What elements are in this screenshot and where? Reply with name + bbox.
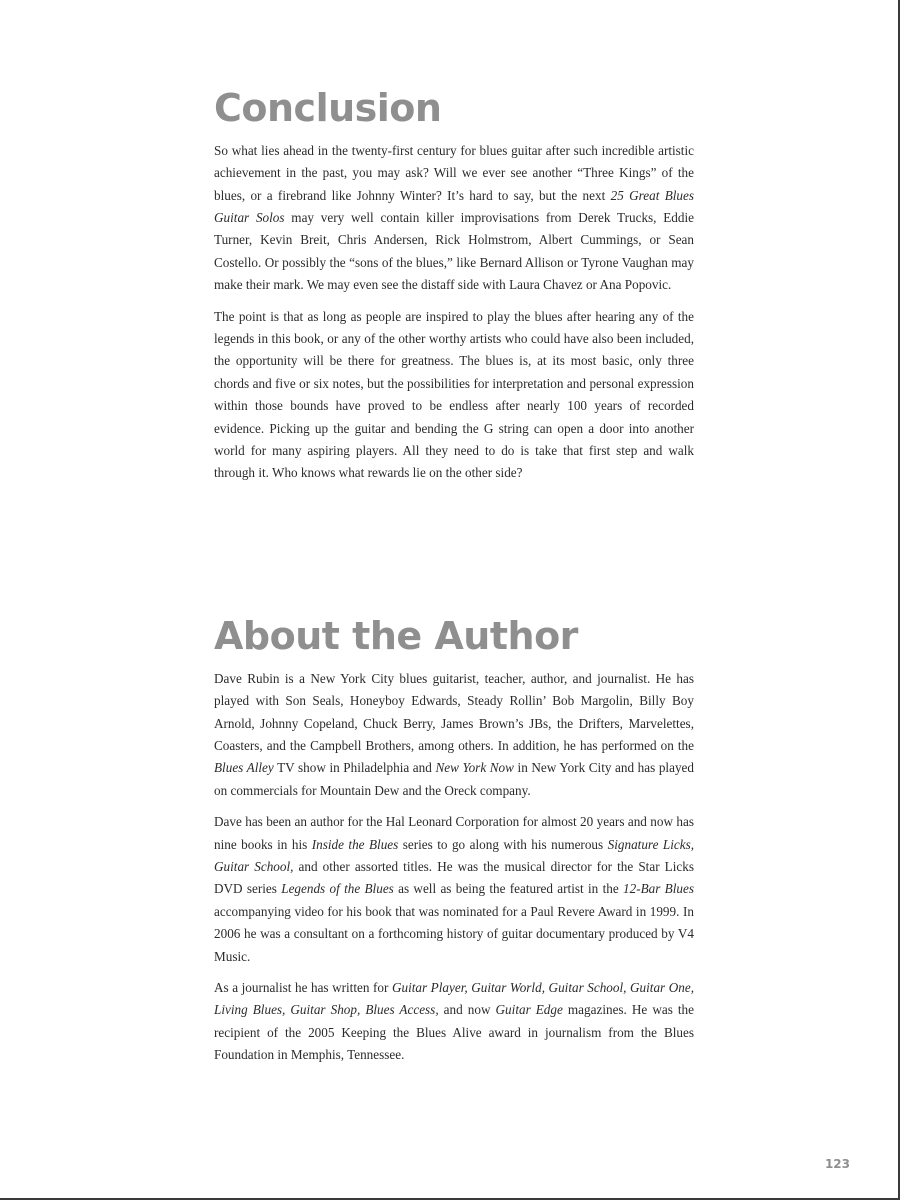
italic-title: New York Now <box>435 760 514 776</box>
italic-title: Signature Licks, Guitar School, <box>214 836 695 875</box>
italic-title: Guitar Player, Guitar World, Guitar School, Guitar One, Living Blues, Guitar Shop, Blues Access, <box>214 980 694 1018</box>
italic-title: 12-Bar Blues <box>623 881 694 897</box>
author-paragraph-3: As a journalist he has written for Guitar Player, Guitar World, Guitar School, Guitar One, Living Blues, Guitar Shop, Blues Access, and now Guitar Edge magazines. He was the recipient of the 2005 Keeping the Blues Alive award in journalism from the Blues Foundation in Memphis, Tennessee. <box>214 980 694 1063</box>
italic-title: Inside the Blues <box>311 836 399 852</box>
conclusion-paragraph-2: The point is that as long as people are inspired to play the blues after hearing any of the legends in this book, or any of the other worthy artists who could have also been included, the opportunity will be there for greatness. The blues is, at its most basic, only three chords and five or six notes, but the possibilities for interpretation and personal expression within those bounds have proved to be endless after nearly 100 years of recorded evidence. Picking up the guitar and bending the G string can open a door into another world for many aspiring players. All they need to do is take that first step and walk through it. Who knows what rewards lie on the other side? <box>214 308 694 481</box>
italic-title: Blues Alley <box>214 760 274 776</box>
conclusion-heading: Conclusion <box>214 86 442 130</box>
italic-title: 25 Great Blues Guitar Solos <box>214 187 694 226</box>
conclusion-section <box>214 88 694 494</box>
author-paragraph-1: Dave Rubin is a New York City blues guitarist, teacher, author, and journalist. He has played with Son Seals, Honeyboy Edwards, Steady Rollin’ Bob Margolin, Billy Boy Arnold, Johnny Copeland, Chuck Berry, James Brown’s JBs, the Drifters, Marvelettes, Coasters, and the Campbell Brothers, among others. In addition, he has performed on the Blues Alley TV show in Philadelphia and New York Now in New York City and has played on commercials for Mountain Dew and the Oreck company. <box>214 670 694 798</box>
page-number: 123 <box>824 1157 850 1171</box>
conclusion-paragraph-1: So what lies ahead in the twenty-first century for blues guitar after such incredible artistic achievement in the past, you may ask? Will we ever see another “Three Kings” of the blues, or a firebrand like Johnny Winter? It’s hard to say, but the next 25 Great Blues Guitar Solos may very well contain killer improvisations from Derek Trucks, Eddie Turner, Kevin Breit, Chris Andersen, Rick Holmstrom, Albert Cummings, or Sean Costello. Or possibly the “sons of the blues,” like Bernard Allison or Tyrone Vaughan may make their mark. We may even see the distaff side with Laura Chavez or Ana Popovic. <box>214 142 695 293</box>
author-paragraph-2: Dave has been an author for the Hal Leonard Corporation for almost 20 years and now has nine books in his Inside the Blues series to go along with his numerous Signature Licks, Guitar School, and other assorted titles. He was the musical director for the Star Licks DVD series Legends of the Blues as well as being the featured artist in the 12-Bar Blues accompanying video for his book that was nominated for a Paul Revere Award in 1999. In 2006 he was a consultant on a forthcoming history of guitar documentary produced by V4 Music. <box>214 814 695 964</box>
italic-title: Guitar Edge <box>495 1002 563 1018</box>
about-author-section <box>214 616 694 1076</box>
about-author-heading: About the Author <box>214 614 578 658</box>
italic-title: Legends of the Blues <box>281 881 394 897</box>
